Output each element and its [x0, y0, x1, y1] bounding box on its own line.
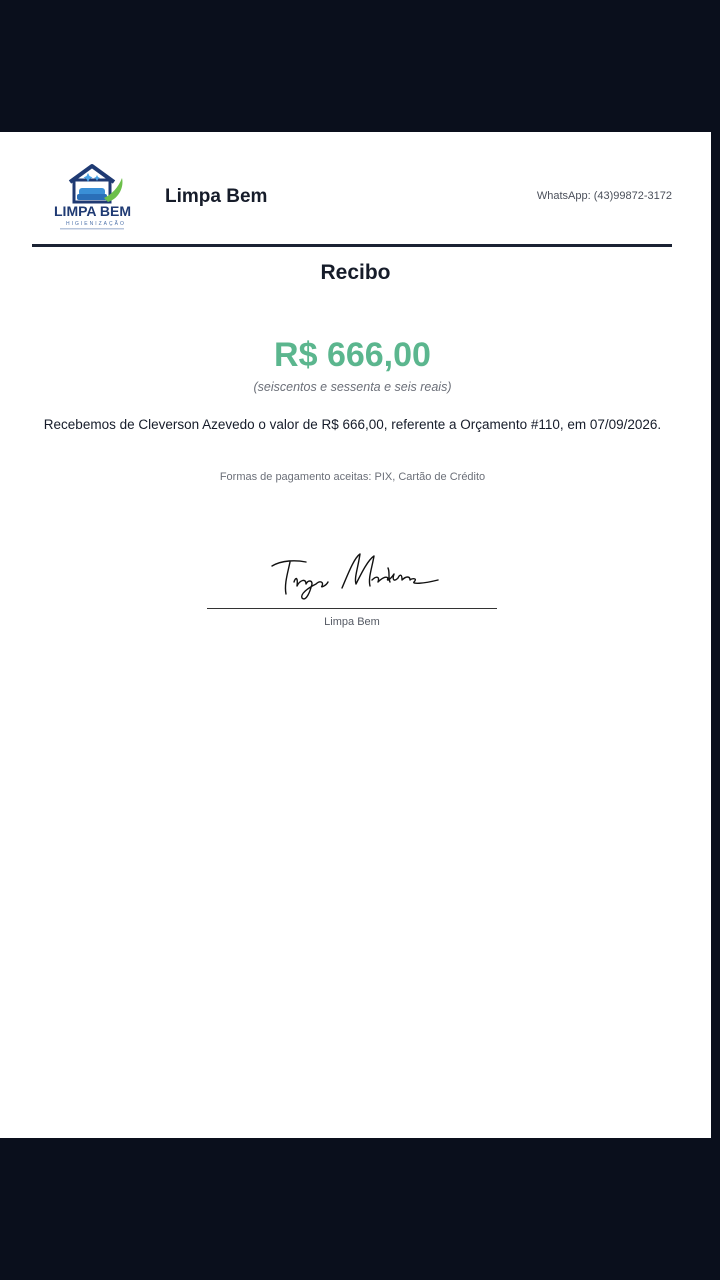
company-logo	[48, 158, 140, 234]
signature-line	[207, 608, 497, 609]
payment-methods: Formas de pagamento aceitas: PIX, Cartão de Crédito	[219, 471, 486, 483]
receipt-body: Recebemos de Cleverson Azevedo o valor de R$ 666,00, referente a Orçamento #110, em 07/09/2026.	[43, 417, 662, 432]
signature-text: Tiago Martins	[262, 544, 269, 545]
whatsapp-contact: WhatsApp: (43)99872-3172	[536, 190, 672, 202]
handwritten-signature	[262, 544, 440, 606]
amount-in-words: (seiscentos e sessenta e seis reais)	[253, 380, 452, 394]
logo-subtext: HIGIENIZAÇÃO	[66, 221, 126, 227]
receipt-title: Recibo	[320, 261, 391, 284]
receipt-header	[32, 132, 672, 247]
receipt-amount: R$ 666,00	[274, 336, 431, 374]
company-name: Limpa Bem	[165, 186, 268, 207]
logo-text: LIMPA BEM	[54, 203, 131, 219]
receipt-page	[0, 132, 711, 1138]
signature-name: Limpa Bem	[324, 616, 380, 628]
